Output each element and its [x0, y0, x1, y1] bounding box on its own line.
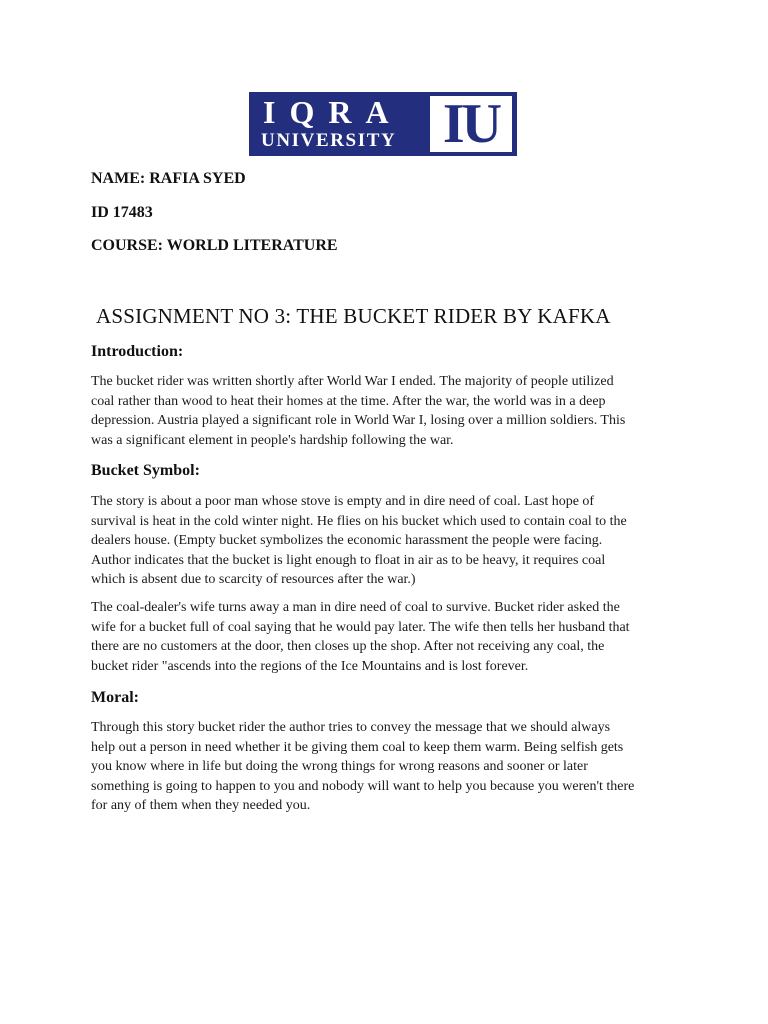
heading-introduction: Introduction: — [91, 343, 184, 360]
text-line: depression. Austria played a significant role in World War I, losing over a million soldiers. This — [91, 413, 626, 428]
paragraph-bucket-symbol-1 — [91, 492, 691, 590]
logo-text-iqra: IQRA — [263, 94, 403, 130]
assignment-title: ASSIGNMENT NO 3: THE BUCKET RIDER BY KAFKA — [96, 304, 611, 328]
text-line: coal rather than wood to heat their homes at the time. After the war, the world was in a deep — [91, 393, 606, 409]
logo-wordmark — [255, 95, 427, 152]
text-line: was a significant element in people's hardship following the war. — [91, 432, 454, 448]
text-line: you know where in life but doing the wrong things for wrong reasons and sooner or later — [91, 759, 588, 774]
paragraph-moral — [91, 718, 691, 816]
text-line: help out a person in need whether it be giving them coal to keep them warm. Being selfish gets — [91, 739, 624, 755]
text-line: Through this story bucket rider the author tries to convey the message that we should always — [91, 720, 611, 735]
student-name: NAME: RAFIA SYED — [91, 170, 246, 187]
text-line: bucket rider "ascends into the regions of the Ice Mountains and is lost forever. — [91, 658, 529, 674]
university-logo — [249, 92, 517, 156]
text-line: something is going to happen to you and nobody will want to help you because you weren't there — [91, 778, 635, 794]
text-line: there are no customers at the door, then closes up the shop. After not receiving any coal, the — [91, 639, 605, 654]
text-line: The story is about a poor man whose stove is empty and in dire need of coal. Last hope of — [91, 494, 595, 509]
heading-bucket-symbol: Bucket Symbol: — [91, 462, 200, 479]
logo-text-university: UNIVERSITY — [261, 130, 397, 151]
text-line: The coal-dealer's wife turns away a man in dire need of coal to survive. Bucket rider asked the — [91, 600, 620, 615]
paragraph-introduction — [91, 372, 691, 450]
heading-moral: Moral: — [91, 689, 139, 706]
text-line: which is absent due to scarcity of resources after the war.) — [91, 572, 416, 587]
text-line: survival is heat in the cold winter night. He flies on his bucket which used to contain coal to the — [91, 513, 627, 529]
text-line: Author indicates that the bucket is light enough to float in air as to be heavy, it requires coal — [91, 552, 606, 568]
text-line: wife for a bucket full of coal saying that he would pay later. The wife then tells her husband that — [91, 619, 630, 635]
text-line: for any of them when they needed you. — [91, 798, 311, 813]
course-name: COURSE: WORLD LITERATURE — [91, 237, 338, 254]
text-line: dealers house. (Empty bucket symbolizes the economic harassment the people were facing. — [91, 533, 603, 548]
logo-iu-mark: IU — [430, 96, 512, 152]
student-id: ID 17483 — [91, 204, 153, 221]
text-line: The bucket rider was written shortly after World War I ended. The majority of people utilized — [91, 374, 614, 389]
paragraph-bucket-symbol-2 — [91, 598, 691, 676]
